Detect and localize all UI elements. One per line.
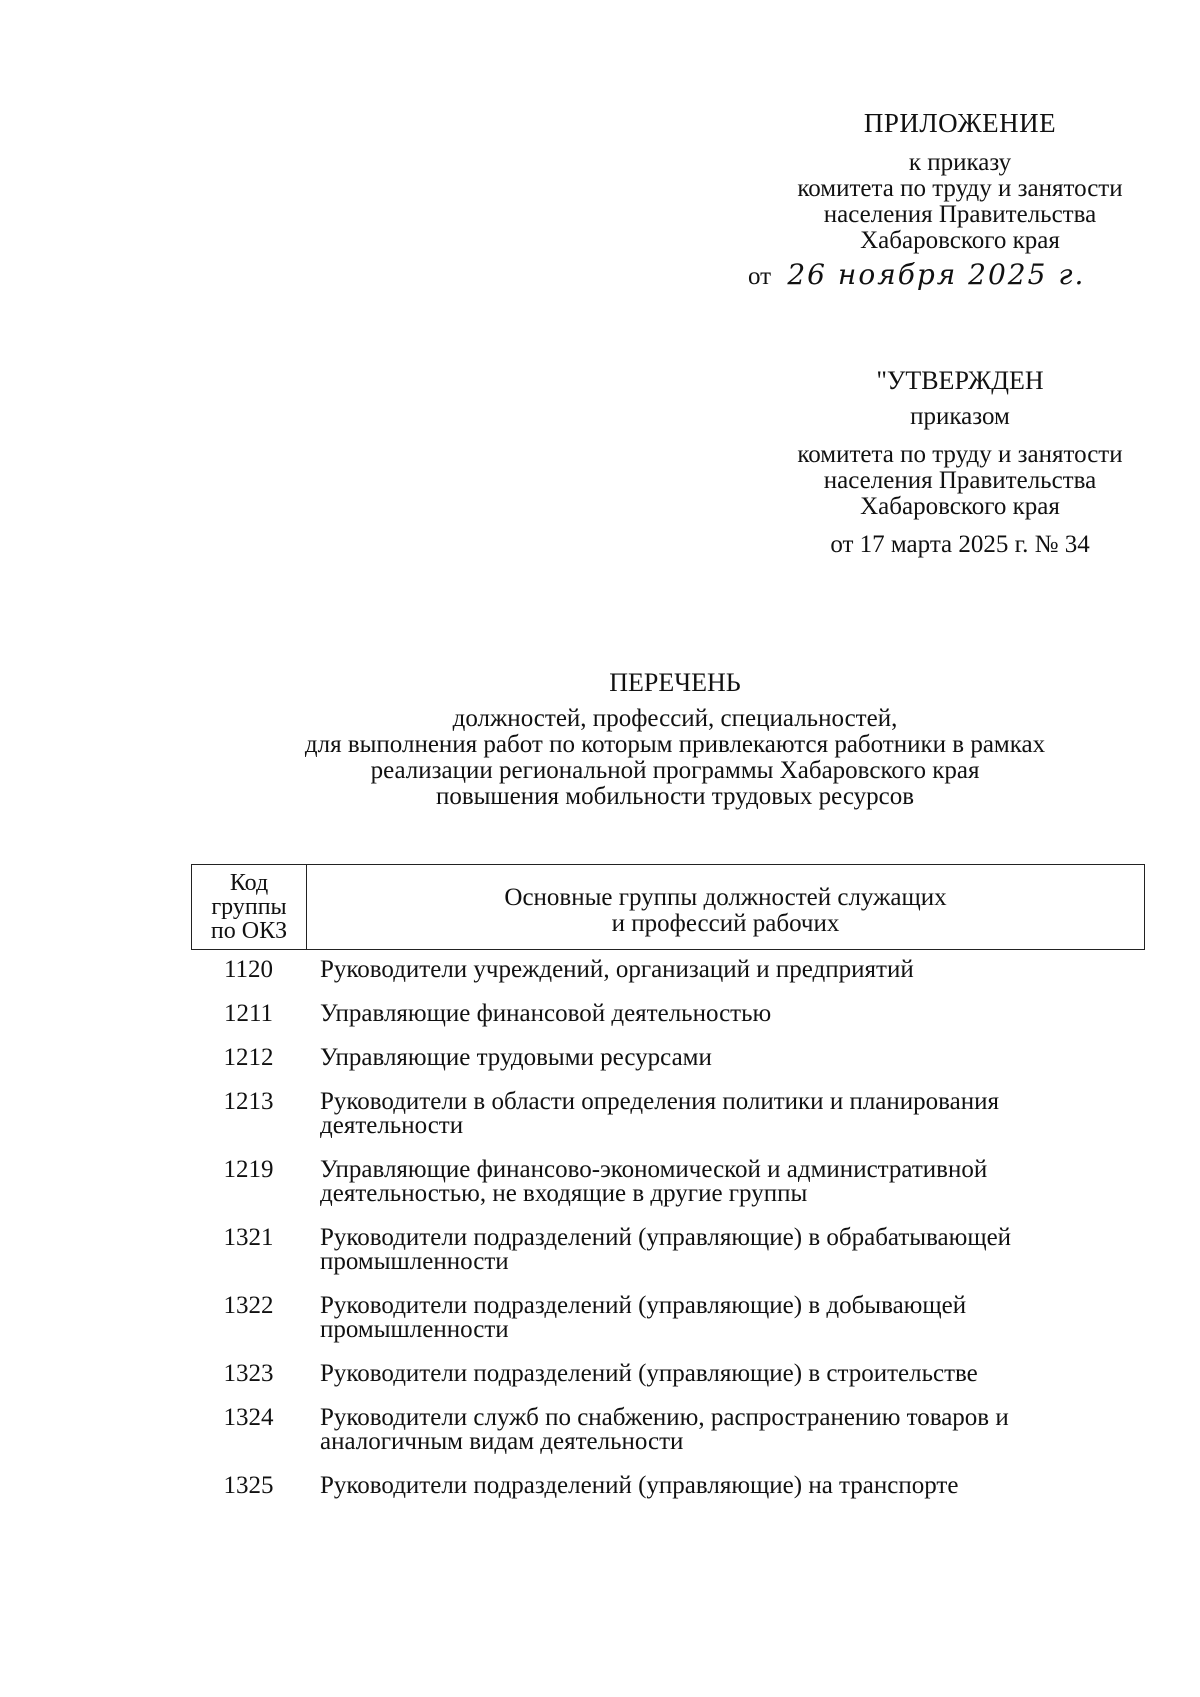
appendix-line: населения Правительства (823, 201, 1097, 228)
approved-block (740, 368, 1180, 558)
row-code: 1323 (223, 1360, 274, 1387)
column-header-code-line: Код (229, 870, 269, 896)
table-row (191, 1158, 1145, 1206)
row-name (306, 1158, 1145, 1206)
row-name (306, 1046, 1145, 1070)
row-code: 1324 (223, 1404, 274, 1431)
approved-title: "УТВЕРЖДЕН (876, 366, 1044, 395)
row-name-line: деятельностью, не входящие в другие группы (320, 1180, 808, 1207)
row-name (306, 1406, 1145, 1454)
appendix-date (740, 258, 1180, 291)
approved-by: приказом (910, 403, 1010, 430)
row-name-line: деятельности (320, 1112, 464, 1139)
row-name-line: Управляющие финансовой деятельностью (320, 1000, 772, 1027)
appendix-line: к приказу (908, 149, 1012, 176)
column-header-code-line: по ОКЗ (210, 918, 288, 944)
row-name (306, 1362, 1145, 1386)
row-code: 1325 (223, 1472, 274, 1499)
column-header-name-line: Основные группы должностей служащих (504, 884, 947, 911)
list-title: ПЕРЕЧЕНЬ (609, 668, 741, 697)
row-code: 1211 (223, 1000, 274, 1027)
table-row (191, 1002, 1145, 1026)
row-name-line: Руководители в области определения политики и планирования (320, 1088, 999, 1115)
table-row (191, 1090, 1145, 1138)
row-name-line: Руководители подразделений (управляющие) на транспорте (320, 1472, 959, 1499)
row-name-line: Руководители учреждений, организаций и предприятий (320, 956, 914, 983)
appendix-line: комитета по труду и занятости (797, 175, 1123, 202)
row-code: 1322 (223, 1292, 274, 1319)
row-code: 1321 (223, 1224, 274, 1251)
row-code: 1212 (223, 1044, 274, 1071)
list-subtitle-line: для выполнения работ по которым привлекаются работники в рамках (304, 731, 1046, 758)
handwritten-date: 26 ноября 2025 г. (787, 258, 1086, 291)
approved-order: от 17 марта 2025 г. № 34 (830, 531, 1090, 558)
table-row (191, 958, 1145, 982)
approved-line: населения Правительства (823, 467, 1097, 494)
row-code: 1219 (223, 1156, 274, 1183)
row-name-line: промышленности (320, 1248, 509, 1275)
row-name (306, 1226, 1145, 1274)
appendix-line: Хабаровского края (860, 227, 1060, 254)
list-subtitle-line: повышения мобильности трудовых ресурсов (435, 783, 915, 810)
row-name-line: Руководители подразделений (управляющие) в строительстве (320, 1360, 978, 1387)
table-row (191, 1406, 1145, 1454)
row-name (306, 1002, 1145, 1026)
table-row (191, 1474, 1145, 1498)
row-name-line: аналогичным видам деятельности (320, 1428, 684, 1455)
table-row (191, 1362, 1145, 1386)
appendix-title: ПРИЛОЖЕНИЕ (863, 108, 1057, 138)
appendix-block (740, 110, 1180, 290)
column-header-code (192, 865, 307, 949)
list-subtitle-line: реализации региональной программы Хабаровского края (370, 757, 980, 784)
list-subtitle-line: должностей, профессий, специальностей, (452, 705, 898, 732)
column-header-name-line: и профессий рабочих (611, 910, 840, 937)
date-prefix: от (748, 263, 772, 290)
column-header-code-line: группы (211, 894, 287, 920)
approved-line: комитета по труду и занятости (797, 441, 1123, 468)
row-name-line: Руководители служб по снабжению, распространению товаров и (320, 1404, 1009, 1431)
table-row (191, 1294, 1145, 1342)
table-row (191, 1226, 1145, 1274)
row-name-line: промышленности (320, 1316, 509, 1343)
row-name (306, 1474, 1145, 1498)
row-name-line: Руководители подразделений (управляющие) в добывающей (320, 1292, 967, 1319)
row-name-line: Управляющие трудовыми ресурсами (320, 1044, 712, 1071)
row-name (306, 1090, 1145, 1138)
row-code: 1120 (223, 956, 274, 983)
row-code: 1213 (223, 1088, 274, 1115)
row-name-line: Управляющие финансово-экономической и административной (320, 1156, 988, 1183)
table-row (191, 1046, 1145, 1070)
column-header-name (307, 865, 1144, 949)
table-body (191, 958, 1145, 1518)
row-name-line: Руководители подразделений (управляющие) в обрабатывающей (320, 1224, 1012, 1251)
row-name (306, 1294, 1145, 1342)
approved-line: Хабаровского края (860, 493, 1060, 520)
row-name (306, 958, 1145, 982)
list-heading (200, 670, 1150, 810)
table-header (191, 864, 1145, 950)
